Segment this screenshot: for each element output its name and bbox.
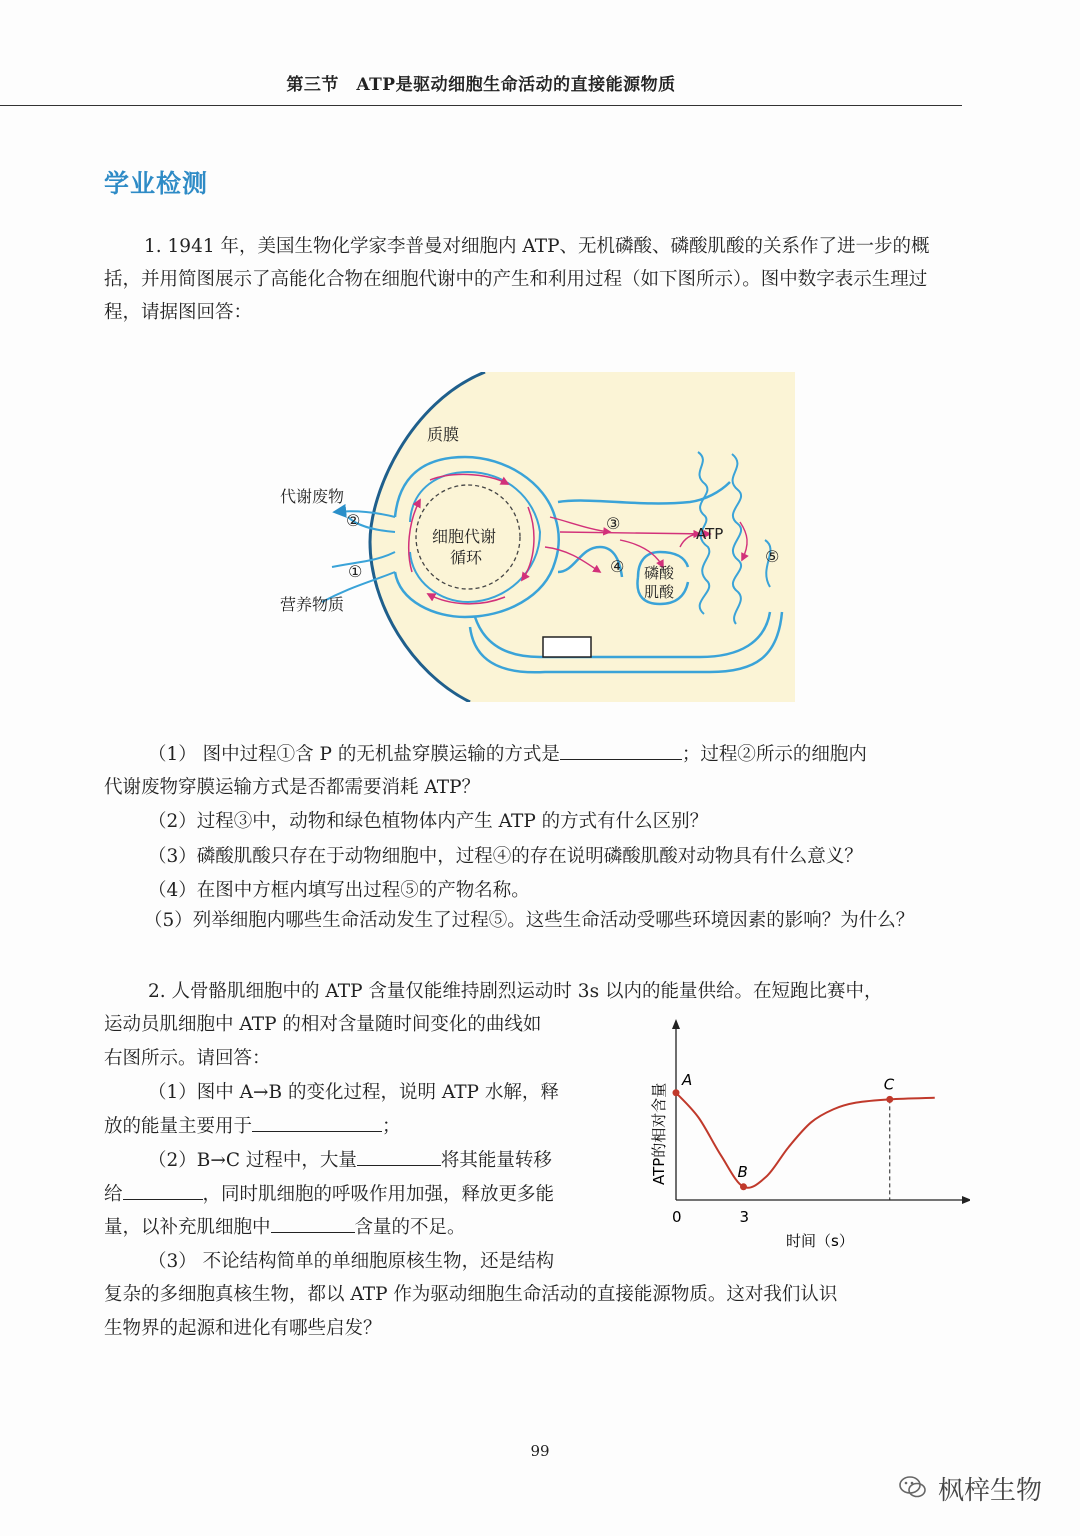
q1-sub1-c: 代谢废物穿膜运输方式是否都需要消耗 ATP？	[104, 777, 481, 798]
label-process2: ②	[346, 511, 361, 530]
point-a	[673, 1089, 680, 1096]
y-axis-label: ATP的相对含量	[650, 1082, 668, 1185]
q2-line4: （1）图中 A→B 的变化过程，说明 ATP 水解，释	[148, 1082, 559, 1103]
watermark-text: 枫梓生物	[938, 1476, 1043, 1506]
q2-line5-text: 放的能量主要用于	[104, 1116, 253, 1137]
answer-blank	[271, 1214, 355, 1233]
label-process4: ④	[610, 557, 625, 576]
header-rule	[0, 105, 962, 106]
q2-line2: 运动员肌细胞中 ATP 的相对含量随时间变化的曲线如	[104, 1014, 542, 1035]
q2-line5-end: ；	[382, 1116, 401, 1137]
q2-line6-end: 将其能量转移	[440, 1150, 552, 1171]
answer-blank	[357, 1147, 441, 1166]
x-tick-3: 3	[739, 1208, 750, 1226]
cell-metabolism-diagram	[260, 372, 795, 702]
answer-blank	[560, 741, 682, 760]
q2-line3: 右图所示。请回答：	[104, 1048, 271, 1069]
running-header: 第三节 ATP是驱动细胞生命活动的直接能源物质	[286, 75, 676, 95]
q1-sub3: （3）磷酸肌酸只存在于动物细胞中，过程④的存在说明磷酸肌酸对动物具有什么意义？	[148, 846, 863, 867]
label-pcr-line1: 磷酸	[644, 564, 675, 582]
label-process5: ⑤	[765, 547, 780, 566]
label-nutrients: 营养物质	[280, 595, 345, 614]
q2-line5	[104, 1112, 401, 1138]
point-c	[886, 1096, 893, 1103]
q2-line6	[148, 1146, 552, 1172]
label-cycle-line2: 循环	[450, 548, 483, 567]
wechat-icon	[898, 1474, 928, 1500]
q1-intro: 1. 1941 年，美国生物化学家李普曼对细胞内 ATP、无机磷酸、磷酸肌酸的关系作了进一步的概括，并用简图展示了高能化合物在细胞代谢中的产生和利用过程（如下图所示）。图中数字表示生理过程，请据图回答：	[104, 236, 930, 323]
q2-line8-end: 含量的不足。	[354, 1217, 466, 1238]
point-b	[740, 1183, 747, 1190]
q2-line7	[104, 1180, 554, 1206]
label-process3: ③	[606, 514, 621, 533]
point-c-label: C	[883, 1075, 895, 1094]
section-title: 学业检测	[104, 169, 209, 198]
q1-sub1-text-b: ；过程②所示的细胞内	[681, 744, 867, 765]
point-b-label: B	[737, 1162, 748, 1181]
label-pcr-line2: 肌酸	[644, 583, 675, 601]
q1-sub1-a	[148, 740, 867, 766]
page-number: 99	[530, 1442, 550, 1460]
atp-curve	[676, 1093, 935, 1188]
q2-line8-text: 量，以补充肌细胞中	[104, 1217, 271, 1238]
q1-sub1-text: （1） 图中过程①含 P 的无机盐穿膜运输的方式是	[148, 744, 560, 765]
x-axis-arrow	[962, 1196, 970, 1204]
q2-line1: 2. 人骨骼肌细胞中的 ATP 含量仅能维持剧烈运动时 3s 以内的能量供给。在短跑比赛中，	[148, 981, 883, 1002]
label-cycle-line1: 细胞代谢	[432, 527, 497, 546]
q2-line9: （3） 不论结构简单的单细胞原核生物，还是结构	[148, 1251, 555, 1272]
label-waste: 代谢废物	[280, 487, 345, 506]
x-tick-0: 0	[672, 1208, 682, 1226]
q2-line8	[104, 1213, 466, 1239]
q2-line11: 生物界的起源和进化有哪些启发？	[104, 1318, 382, 1339]
label-membrane: 质膜	[427, 425, 460, 444]
answer-box	[543, 637, 591, 657]
q1-sub2: （2）过程③中，动物和绿色植物体内产生 ATP 的方式有什么区别？	[148, 811, 709, 832]
x-axis-label: 时间（s）	[786, 1232, 854, 1250]
q2-line6-text: （2）B→C 过程中，大量	[148, 1150, 357, 1171]
q1-sub4: （4）在图中方框内填写出过程⑤的产物名称。	[148, 880, 530, 901]
q2-line7-end: ，同时肌细胞的呼吸作用加强，释放更多能	[202, 1184, 555, 1205]
point-a-label: A	[682, 1070, 693, 1089]
q1-sub5: （5）列举细胞内哪些生命活动发生了过程⑤。这些生命活动受哪些环境因素的影响？为什么？	[144, 910, 915, 931]
answer-blank	[252, 1113, 382, 1132]
q2-line7-text: 给	[104, 1184, 123, 1205]
label-process1: ①	[348, 562, 363, 581]
q2-line10: 复杂的多细胞真核生物，都以 ATP 作为驱动细胞生命活动的直接能源物质。这对我们认识	[104, 1284, 838, 1305]
y-axis-arrow	[672, 1019, 680, 1029]
atp-content-chart	[640, 1015, 970, 1255]
answer-blank	[123, 1181, 203, 1200]
label-atp: ATP	[696, 525, 724, 543]
